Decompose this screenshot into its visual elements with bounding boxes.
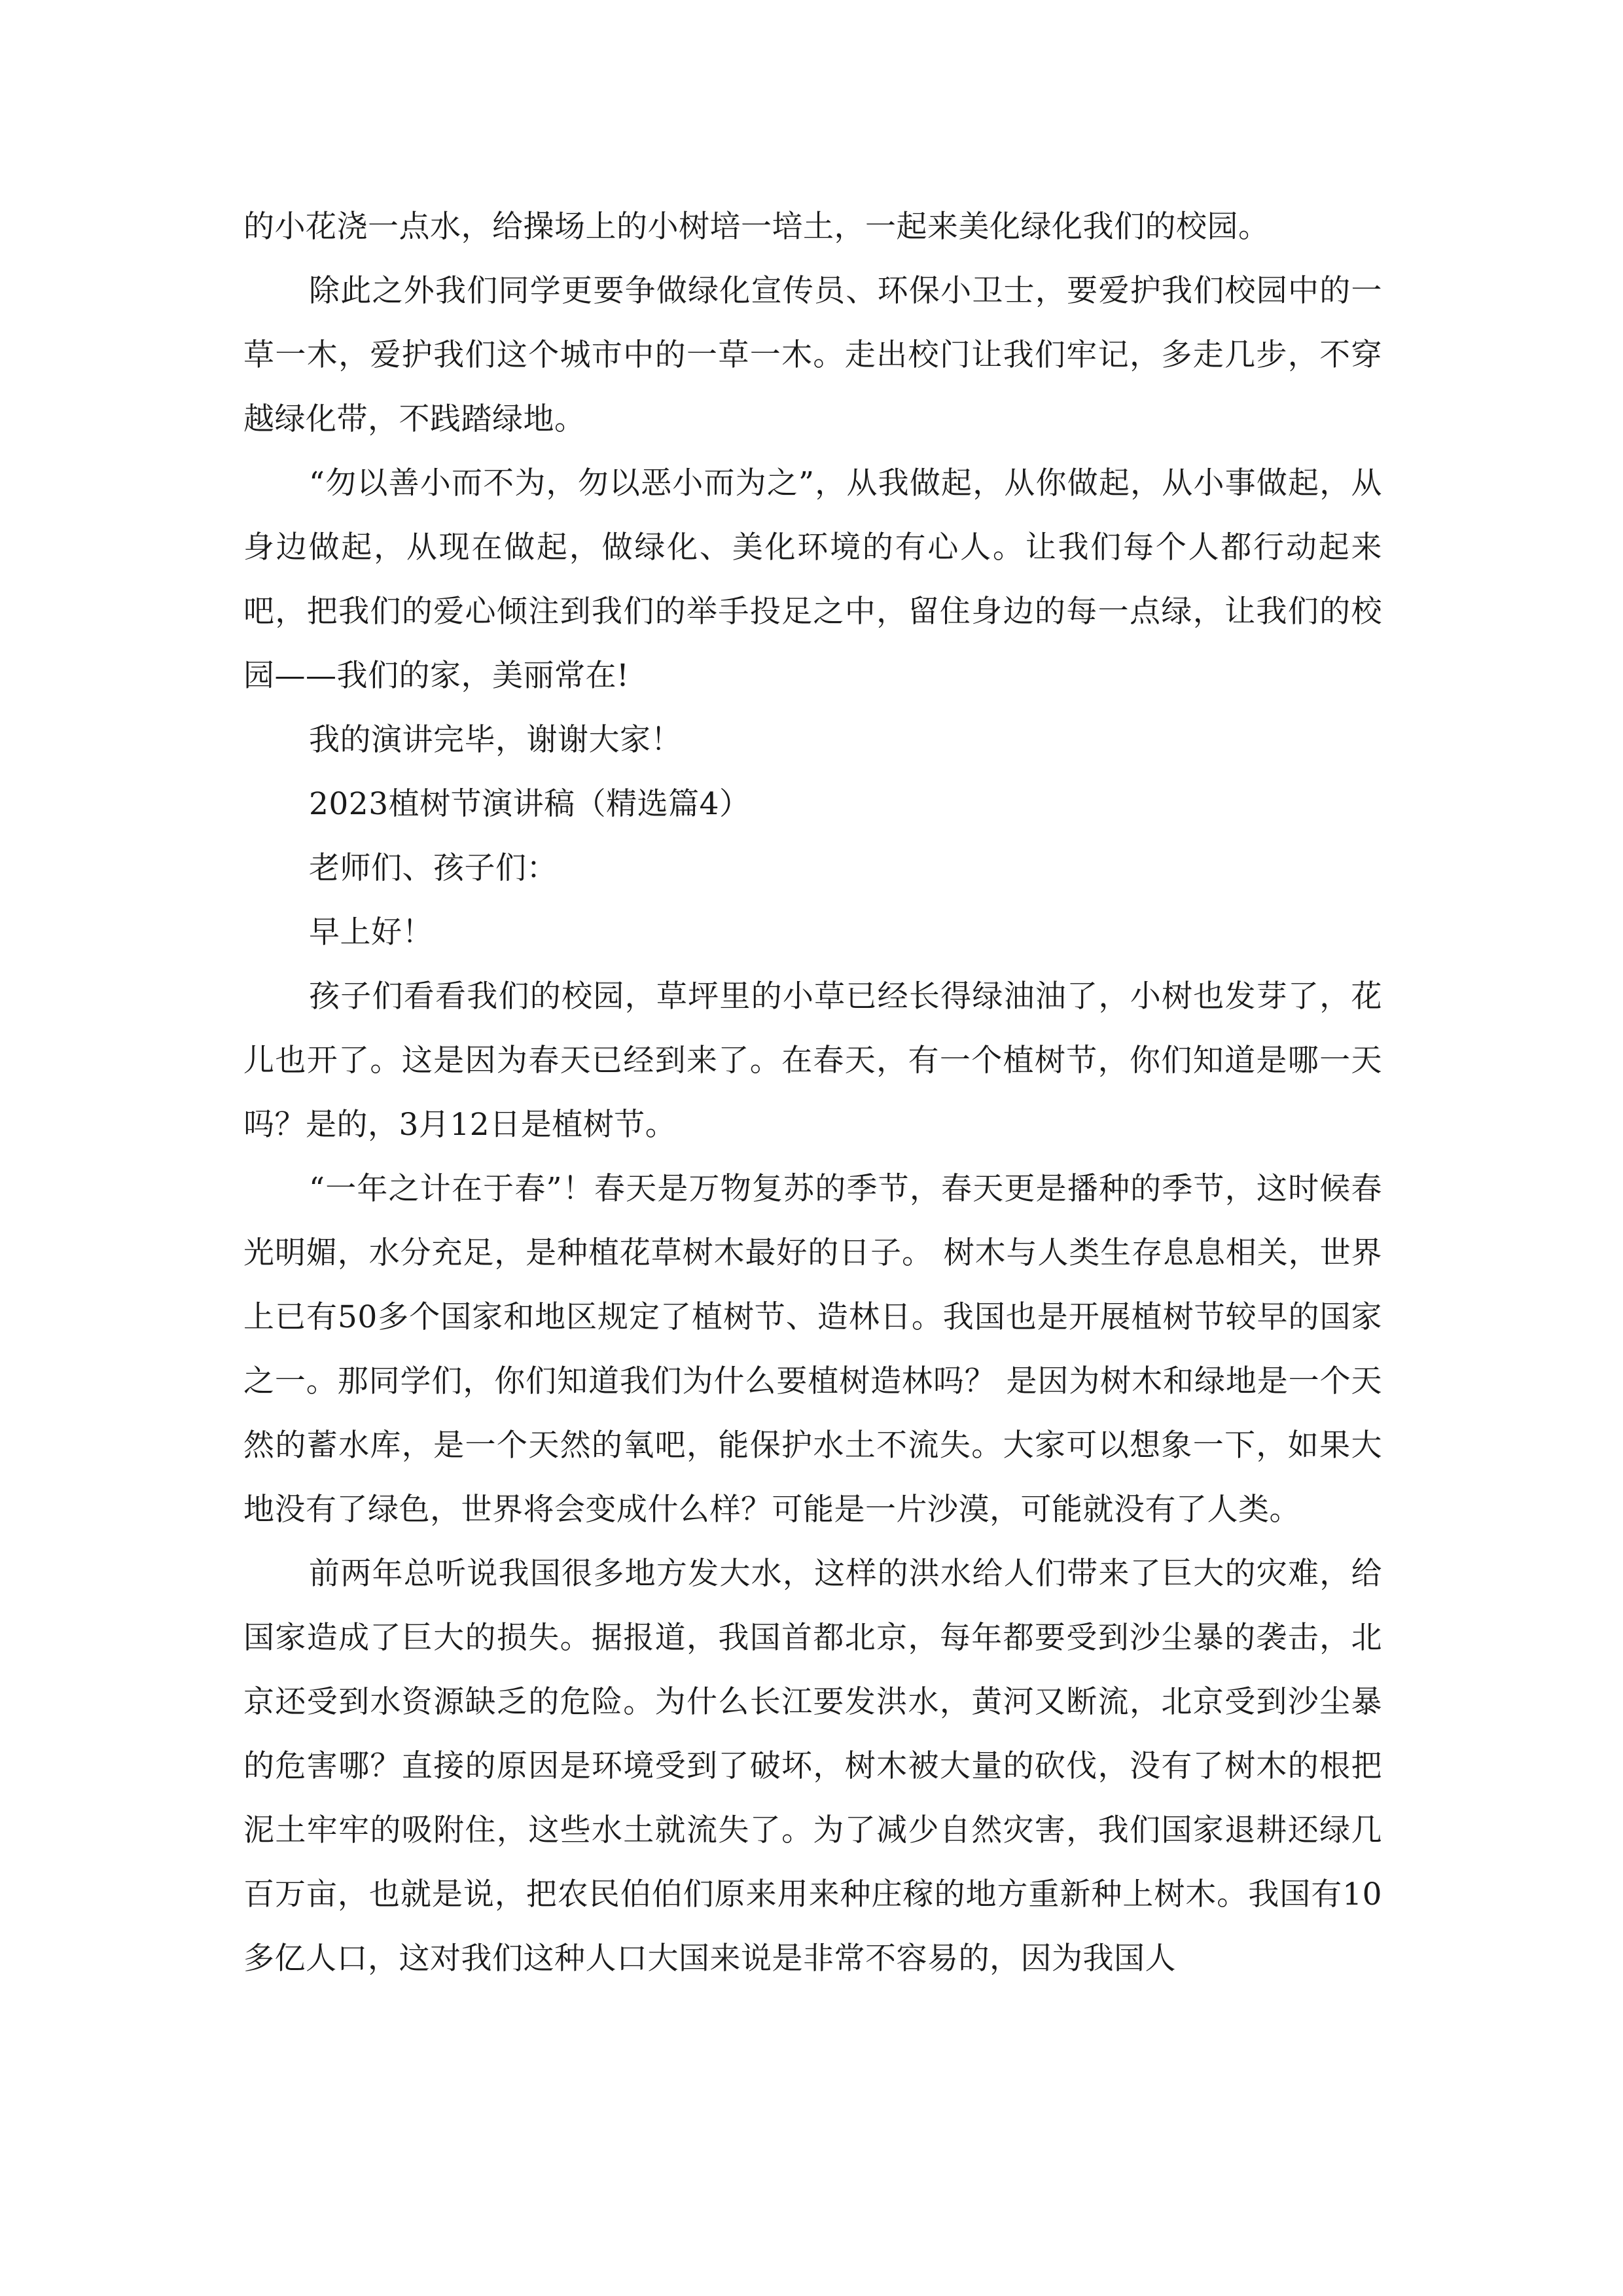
salutation: 老师们、孩子们： bbox=[309, 850, 558, 886]
paragraph-speech-closing: 我的演讲完毕，谢谢大家！ bbox=[309, 722, 682, 758]
paragraph-why-plant-trees: “一年之计在于春”！春天是万物复苏的季节，春天更是播种的季节，这时候春光明媚，水分充足，是种植花草树木最好的日子。 树木与人类生存息息相关，世界上已有50多个国家和地区规定了植树节、造林日。我国也是开展植树节较早的国家之一。那同学们，你们知道我们为什么要植树造林吗？ 是因为树木和绿地是一个天然的蓄水库，是一个天然的氧吧，能保护水土不流失。大家可以想象一下，如果大地没有了绿色，世界将会变成什么样？可能是一片沙漠，可能就没有了人类。 bbox=[243, 1171, 1382, 1528]
paragraph-continuation: 的小花浇一点水，给操场上的小树培一培土，一起来美化绿化我们的校园。 bbox=[243, 209, 1270, 245]
paragraph-start-from-me: “勿以善小而不为，勿以恶小而为之”，从我做起，从你做起，从小事做起，从身边做起，从现在做起，做绿化、美化环境的有心人。让我们每个人都行动起来吧，把我们的爱心倾注到我们的举手投足之中，留住身边的每一点绿，让我们的校园——我们的家，美丽常在! bbox=[243, 465, 1382, 694]
paragraph-disasters: 前两年总听说我国很多地方发大水，这样的洪水给人们带来了巨大的灾难，给国家造成了巨大的损失。据报道，我国首都北京，每年都要受到沙尘暴的袭击，北京还受到水资源缺乏的危险。为什么长江要发洪水，黄河又断流，北京受到沙尘暴的危害哪？直接的原因是环境受到了破坏，树木被大量的砍伐，没有了树木的根把泥土牢牢的吸附住，这些水土就流失了。为了减少自然灾害，我们国家退耕还绿几百万亩，也就是说，把农民伯伯们原来用来种庄稼的地方重新种上树木。我国有10多亿人口，这对我们这种人口大国来说是非常不容易的，因为我国人 bbox=[243, 1556, 1382, 1977]
section-title: 2023植树节演讲稿（精选篇4） bbox=[309, 786, 751, 822]
greeting: 早上好！ bbox=[309, 914, 433, 950]
paragraph-spring-campus: 孩子们看看我们的校园，草坪里的小草已经长得绿油油了，小树也发芽了，花儿也开了。这是因为春天已经到来了。在春天，有一个植树节，你们知道是哪一天吗？是的，3月12日是植树节。 bbox=[243, 978, 1382, 1143]
paragraph-green-guardians: 除此之外我们同学更要争做绿化宣传员、环保小卫士，要爱护我们校园中的一草一木，爱护我们这个城市中的一草一木。走出校门让我们牢记，多走几步，不穿越绿化带，不践踏绿地。 bbox=[243, 273, 1382, 437]
document-body bbox=[243, 195, 1382, 1991]
